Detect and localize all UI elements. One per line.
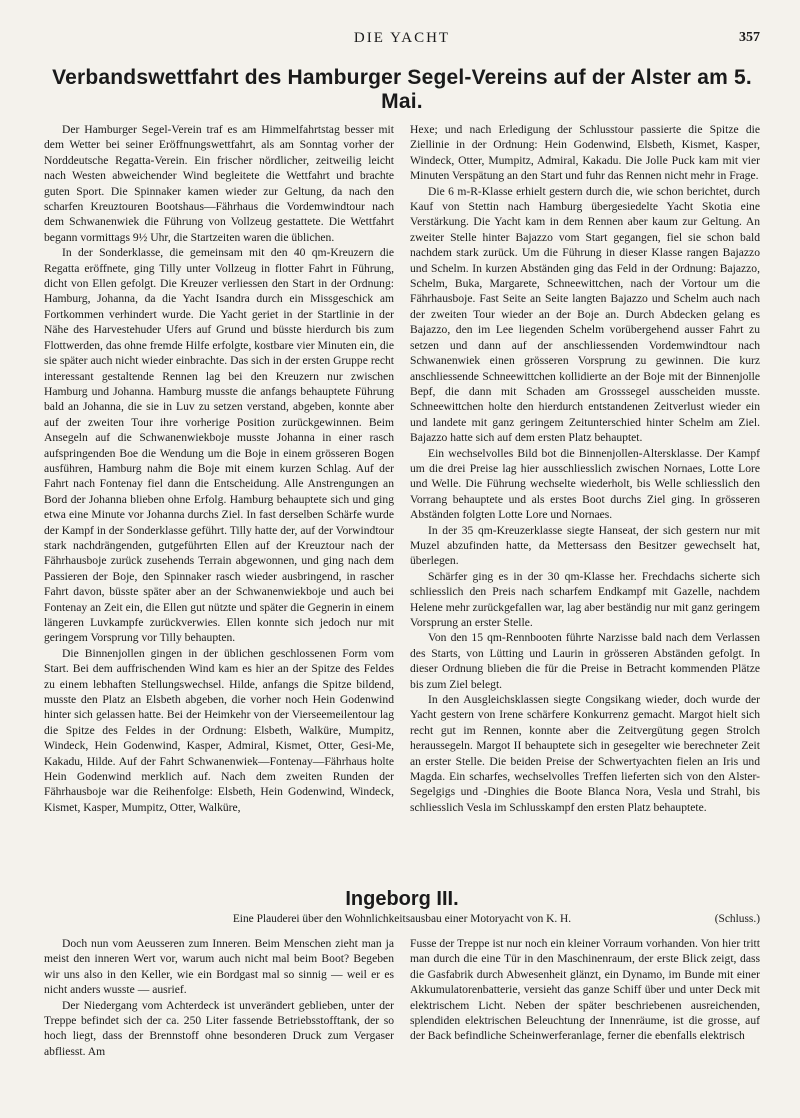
article-ingeborg: [44, 888, 760, 1064]
article-subtitle: Eine Plauderei über den Wohnlichkeitsausbau einer Motoryacht von K. H.: [232, 913, 572, 925]
paragraph: Der Niedergang vom Achterdeck ist unverändert geblieben, unter der Treppe befindet sich der ca. 250 Liter fassende Betriebsstofftank, der so hoch liegt, dass der Brennstoff ohne besonderen Druck zum Vergaser abfliesst. Am: [44, 998, 394, 1058]
paragraph: In den Ausgleichsklassen siegte Congsikang wieder, doch wurde der Yacht gestern von Irene schärfere Konkurrenz gemacht. Margot hielt sich recht gut im Rennen, konnte aber die Zeitvergütung gegen Strolch heraussegeln. Margot II behauptete sich in gesegelter wie berechneter Zeit an erster Stelle. Die beiden Preise der Schwertyachten fielen an Iris und Magda. Ein scharfes, wechselvolles Treffen lieferten sich von den Alster-Segelgigs und -Dinghies die Boote Blanca Nora, Vesla und Strahl, bis schliesslich Vesla im Schlusskampf den ersten Platz behauptete.: [410, 693, 760, 814]
running-title: DIE YACHT: [353, 30, 451, 46]
paragraph: Ein wechselvolles Bild bot die Binnenjollen-Altersklasse. Der Kampf um die drei Preise lag hier ausschliesslich zwischen Nornaes, Lotte Lore und Welle. Die Führung wechselte wiederholt, bis Welle schliesslich den Vorrang behauptete und als erstes Boot durchs Ziel ging. In grösseren Abständen folgten Lotte Lore und Nornaes.: [410, 446, 760, 522]
paragraph: Fusse der Treppe ist nur noch ein kleiner Vorraum vorhanden. Von hier tritt man durch die eine Tür in den Maschinenraum, der erste Blick zeigt, dass die Gasfabrik durch Abwesenheit glänzt, ein Dynamo, im Bunde mit einer Akkumulatorenbatterie, versieht das ganze Schiff über und unter Deck mit elektrischem Licht. Neben der später beschriebenen ausreichenden, splendiden elektrischen Beleuchtung der Innenräume, ist die grosse, auf der Back befindliche Scheinwerferanlage, ferner die ebenfalls elektrisch: [410, 937, 760, 1043]
paragraph: In der 35 qm-Kreuzerklasse siegte Hanseat, der sich gestern nur mit Muzel abzufinden hatte, da Mettersass den Besitzer gewechselt hat, überlegen.: [410, 523, 760, 568]
page-header: [44, 26, 760, 48]
article-subtitle-row: [44, 913, 760, 928]
page-number: 357: [739, 30, 760, 45]
column-right: [410, 122, 760, 878]
column-left: [44, 122, 394, 878]
paragraph: Der Hamburger Segel-Verein traf es am Himmelfahrtstag besser mit dem Wetter bei seiner Eröffnungswettfahrt, als am Sonntag vorher der Norddeutsche Regatta-Verein. Ein frischer nördlicher, zeitweilig leicht nach Westen abweichender Wind begleitete die Wettfahrt und brachte guten Sport. Die Spinnaker kamen wieder zur Geltung, da nach den scharfen Kreuztouren Bootshaus—Fährhaus die Vordemwindtour nach dem Schwanenwiek die Führung von Vollzeug gestattete. Die Wettfahrt begann vormittags 9½ Uhr, die Startzeiten waren die üblichen.: [44, 123, 394, 244]
paragraph: Von den 15 qm-Rennbooten führte Narzisse bald nach dem Verlassen des Starts, von Lütting und Laurin in grösseren Abständen gefolgt. In dieser Ordnung blieben die für die Preise in Betracht kommenden Plätze bis zum Ziel belegt.: [410, 631, 760, 691]
continuation-note: (Schluss.): [714, 913, 760, 925]
article-title: Verbandswettfahrt des Hamburger Segel-Vereins auf der Alster am 5. Mai.: [52, 66, 752, 113]
paragraph: Hexe; und nach Erledigung der Schlusstour passierte die Spitze die Ziellinie in der Ordnung: Hein Godenwind, Elsbeth, Kismet, Kasper, Windeck, Otter, Mumpitz, Admiral, Kakadu. Die Jolle Puck kam mit vier Minuten Verspätung an den Start und fuhr das Rennen nicht mehr in Frage.: [410, 123, 760, 183]
paragraph: Doch nun vom Aeusseren zum Inneren. Beim Menschen zieht man ja meist den inneren Wert vor, warum auch nicht mal beim Boot? Begeben wir uns also in den Keller, wie ein Bordgast mal so sinnig — weil er es nicht anders wusste — ausrief.: [44, 937, 394, 997]
article-columns: [44, 936, 760, 1064]
column-left: [44, 936, 394, 1064]
column-right: [410, 936, 760, 1064]
paragraph: Schärfer ging es in der 30 qm-Klasse her. Frechdachs sicherte sich schliesslich den Preis nach scharfem Endkampf mit Gazelle, nachdem Helene mehr zurückgefallen war, lag aber beständig nur mit ganz geringem Vorsprung an erster Stelle.: [410, 569, 760, 629]
article-title: Ingeborg III.: [345, 888, 459, 910]
paragraph: In der Sonderklasse, die gemeinsam mit den 40 qm-Kreuzern die Regatta eröffnete, ging Tilly unter Vollzeug in flotter Fahrt in Führung, dicht von Ellen gefolgt. Die Kreuzer verliessen den Start in der Ordnung: Hamburg, Johanna, da die Yacht Isandra durch ein Missgeschick am Fortkommen verhindert wurde. Die Yacht geriet in der Startlinie in der Nähe des Harvestehuder Ufers auf Grund und büsste hierdurch bis zum Flottwerden, das ohne fremde Hilfe erfolgte, kostbare vier Minuten ein, die sie später auch nicht wieder einbrachte. Das sich in der ersten Gruppe recht interessant gestaltende Rennen lag bei den Kreuzern nur zwischen Hamburg und Johanna. Hamburg musste die anfangs behauptete Führung bald an Johanna, die sie in Luv zu setzen verstand, abgeben, konnte aber auf der zweiten Tour ihre vorherige Position zurückgewinnen. Beim Ansegeln auf die Schwanenwiekboje musste Johanna in einer rasch aufspringenden Boe die Wendung um die Boje in einem grösseren Bogen ausführen, Hamburg nahm die Boje mit einem kurzen Schlag. Auf der Fahrt nach Fontenay fiel dann die Entscheidung. Alle Anstrengungen an Bord der Johanna blieben ohne Erfolg. Hamburg behauptete sich und ging etwa eine Minute vor Johanna durchs Ziel. In fast derselben Schärfe wurde der Kampf in der Sonderklasse geführt. Tilly hatte der, auf der Vorwindtour stark nachdrängenden, gutgeführten Ellen auf der Kreuztour nach der Fährhausboje zurück zusehends Terrain abgewonnen, und ging nach dem Passieren der Boje, den Spinnaker rasch wieder ausbringend, in rascher Fahrt davon, büsste später aber an der Schwanenwiekboje und auch bei Fontenay an Zeit ein, die Ellen gut nützte und später die Gegnerin in einem längeren Luvkampfe zurückverwies. Ellen konnte sich jedoch nur mit geringem Vorsprung vor Tilly behaupten.: [44, 246, 394, 645]
paragraph: Die 6 m-R-Klasse erhielt gestern durch die, wie schon berichtet, durch Kauf von Stettin nach Hamburg übergesiedelte Yacht Skotia eine Verstärkung. Die Yacht kam in dem Rennen aber kaum zur Geltung. An zweiter Stelle hinter Bajazzo vom Start gegangen, fiel sie schon bald nachdem stark zurück. Um die Führung in dieser Klasse rangen Bajazzo und Schelm. In kurzen Abständen ging das Feld in der Ordnung: Bajazzo, Schelm, Buka, Margarete, Schneewittchen, nach der Vortour um die Fährhausboje. Fast Seite an Seite langten Bajazzo und Schelm auch nach der zweiten Tour wieder an der Boje an. Durch Abdecken gelang es Bajazzo, den im Lee liegenden Schelm vorübergehend ausser Fahrt zu setzen und dann auf der anschliessenden Vordemwindtour nach Schwanenwiek einen grösseren Vorsprung zu gewinnen. Die kurz anschliessende Schneewittchen kollidierte an der Boje mit der Binnenjolle Bepf, die dann mit Schaden am Grosssegel ausscheiden musste. Schneewittchen holte den hierdurch entstandenen Zeitverlust wieder ein und landete mit ganz geringem Zeitunterschied hinter Schelm am Ziel. Bajazzo hatte sich auf dem ersten Platz behauptet.: [410, 184, 760, 445]
paragraph: Die Binnenjollen gingen in der üblichen geschlossenen Form vom Start. Bei dem auffrischenden Wind kam es hier an der Spitze des Feldes zu einem lebhaften Stellungswechsel. Hilde, anfangs die Spitze bildend, musste den Platz an Elsbeth abgeben, die vorher noch Hein Godenwind hinter sich gelassen hatte. Bei der Heimkehr von der Vierseemeilentour lag die Spitze des Feldes in der Ordnung: Elsbeth, Walküre, Mumpitz, Windeck, Hein Godenwind, Kasper, Admiral, Kismet, Otter, Gesi-Me, Kakadu, Hilde. Auf der Fahrt Schwanenwiek—Fontenay—Fährhaus holte Hein Godenwind merklich auf. Nach dem zweiten Runden der Fährhausboje war die Reihenfolge: Elsbeth, Hein Godenwind, Windeck, Kismet, Kasper, Mumpitz, Otter, Walküre,: [44, 646, 394, 814]
article-columns: [44, 122, 760, 878]
article-regatta: [44, 66, 760, 878]
